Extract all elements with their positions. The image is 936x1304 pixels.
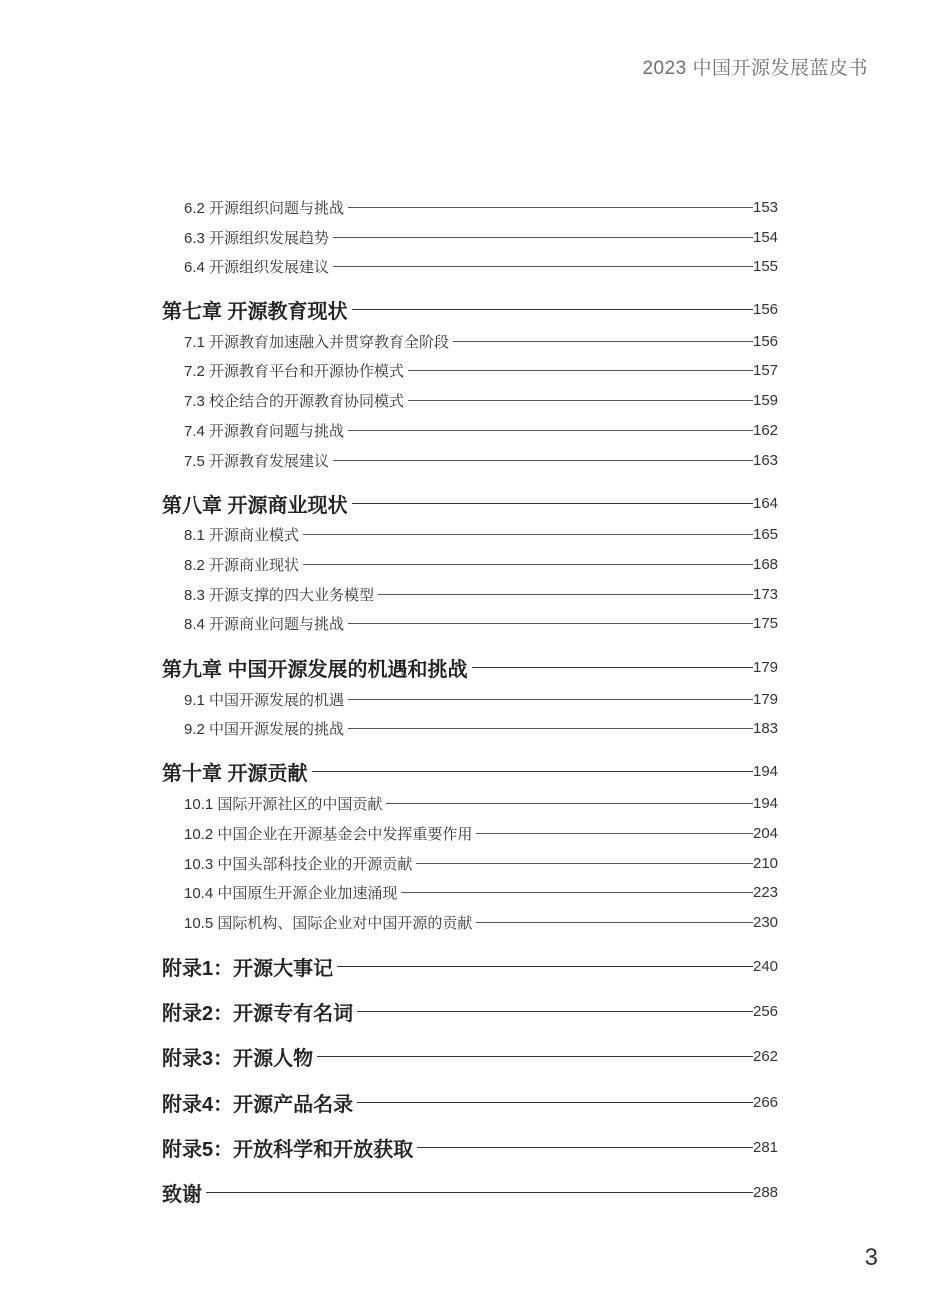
toc-entry-title: 9.2 中国开源发展的挑战	[184, 720, 345, 738]
toc-entry-title: 6.4 开源组织发展建议	[184, 258, 330, 276]
toc-section-entry[interactable]	[0, 716, 936, 740]
toc-entry-page: 256	[753, 1002, 779, 1020]
leader-line	[333, 460, 753, 461]
toc-entry-page: 153	[753, 198, 779, 216]
toc-entry-title: 致谢	[162, 1183, 202, 1206]
toc-section-entry[interactable]	[0, 522, 936, 546]
toc-entry-title: 6.3 开源组织发展趋势	[184, 229, 330, 247]
toc-chapter-entry[interactable]	[0, 1044, 936, 1068]
toc-entry-title: 9.1 中国开源发展的机遇	[184, 691, 345, 709]
leader-line	[352, 503, 753, 504]
toc-entry-page: 230	[753, 913, 779, 931]
toc-entry-page: 155	[753, 257, 779, 275]
toc-entry-page: 173	[753, 585, 779, 603]
toc-entry-title: 8.2 开源商业现状	[184, 556, 300, 574]
toc-entry-title: 第七章 开源教育现状	[162, 300, 348, 323]
toc-entry-page: 262	[753, 1047, 779, 1065]
toc-entry-title: 附录3：开源人物	[162, 1047, 314, 1070]
toc-entry-page: 156	[753, 300, 779, 318]
toc-chapter-entry[interactable]	[0, 999, 936, 1023]
toc-entry-page: 165	[753, 525, 779, 543]
toc-entry-title: 7.5 开源教育发展建议	[184, 452, 330, 470]
leader-line	[348, 699, 753, 700]
toc-chapter-entry[interactable]	[0, 759, 936, 783]
leader-line	[357, 1011, 753, 1012]
toc-entry-title: 7.2 开源教育平台和开源协作模式	[184, 362, 405, 380]
toc-entry-page: 163	[753, 451, 779, 469]
leader-line	[337, 966, 753, 967]
leader-line	[408, 400, 753, 401]
leader-line	[317, 1056, 753, 1057]
toc-section-entry[interactable]	[0, 388, 936, 412]
toc-chapter-entry[interactable]	[0, 1135, 936, 1159]
toc-section-entry[interactable]	[0, 418, 936, 442]
toc-entry-page: 223	[753, 883, 779, 901]
toc-section-entry[interactable]	[0, 358, 936, 382]
leader-line	[303, 564, 753, 565]
toc-section-entry[interactable]	[0, 582, 936, 606]
toc-section-entry[interactable]	[0, 910, 936, 934]
toc-chapter-entry[interactable]	[0, 297, 936, 321]
toc-entry-page: 288	[753, 1183, 779, 1201]
leader-line	[348, 207, 753, 208]
leader-line	[386, 803, 753, 804]
toc-entry-page: 183	[753, 719, 779, 737]
leader-line	[312, 771, 753, 772]
toc-entry-page: 168	[753, 555, 779, 573]
toc-entry-page: 154	[753, 228, 779, 246]
toc-entry-title: 10.1 国际开源社区的中国贡献	[184, 795, 383, 813]
leader-line	[408, 370, 753, 371]
toc-chapter-entry[interactable]	[0, 491, 936, 515]
toc-entry-title: 7.4 开源教育问题与挑战	[184, 422, 345, 440]
toc-section-entry[interactable]	[0, 821, 936, 845]
toc-entry-title: 第八章 开源商业现状	[162, 494, 348, 517]
toc-entry-page: 156	[753, 332, 779, 350]
toc-section-entry[interactable]	[0, 195, 936, 219]
toc-entry-title: 附录5：开放科学和开放获取	[162, 1138, 414, 1161]
toc-entry-title: 10.3 中国头部科技企业的开源贡献	[184, 855, 413, 873]
toc-entry-title: 第十章 开源贡献	[162, 762, 308, 785]
leader-line	[401, 892, 753, 893]
running-header: 2023 中国开源发展蓝皮书	[642, 58, 868, 79]
toc-section-entry[interactable]	[0, 254, 936, 278]
toc-chapter-entry[interactable]	[0, 655, 936, 679]
leader-line	[206, 1192, 753, 1193]
leader-line	[417, 1147, 753, 1148]
toc-entry-page: 164	[753, 494, 779, 512]
toc-section-entry[interactable]	[0, 552, 936, 576]
toc-section-entry[interactable]	[0, 851, 936, 875]
leader-line	[333, 266, 753, 267]
toc-entry-page: 179	[753, 658, 779, 676]
toc-section-entry[interactable]	[0, 225, 936, 249]
toc-entry-title: 8.3 开源支撑的四大业务模型	[184, 586, 375, 604]
toc-section-entry[interactable]	[0, 448, 936, 472]
toc-entry-title: 附录4：开源产品名录	[162, 1093, 354, 1116]
leader-line	[348, 430, 753, 431]
toc-entry-page: 266	[753, 1093, 779, 1111]
toc-section-entry[interactable]	[0, 329, 936, 353]
leader-line	[352, 309, 753, 310]
toc-entry-page: 194	[753, 762, 779, 780]
toc-entry-page: 175	[753, 614, 779, 632]
leader-line	[416, 863, 753, 864]
leader-line	[453, 341, 753, 342]
toc-entry-page: 210	[753, 854, 779, 872]
leader-line	[476, 922, 753, 923]
toc-section-entry[interactable]	[0, 880, 936, 904]
leader-line	[333, 237, 753, 238]
leader-line	[472, 667, 753, 668]
toc-entry-page: 162	[753, 421, 779, 439]
leader-line	[476, 833, 753, 834]
toc-entry-title: 第九章 中国开源发展的机遇和挑战	[162, 658, 468, 681]
toc-section-entry[interactable]	[0, 687, 936, 711]
toc-entry-title: 7.3 校企结合的开源教育协同模式	[184, 392, 405, 410]
toc-entry-title: 附录1：开源大事记	[162, 957, 334, 980]
toc-entry-page: 194	[753, 794, 779, 812]
toc-entry-page: 179	[753, 690, 779, 708]
leader-line	[378, 594, 753, 595]
toc-entry-title: 6.2 开源组织问题与挑战	[184, 199, 345, 217]
toc-entry-title: 10.2 中国企业在开源基金会中发挥重要作用	[184, 825, 473, 843]
toc-section-entry[interactable]	[0, 791, 936, 815]
leader-line	[348, 728, 753, 729]
toc-section-entry[interactable]	[0, 611, 936, 635]
toc-chapter-entry[interactable]	[0, 954, 936, 978]
toc-entry-title: 8.4 开源商业问题与挑战	[184, 615, 345, 633]
leader-line	[348, 623, 753, 624]
toc-entry-title: 7.1 开源教育加速融入并贯穿教育全阶段	[184, 333, 450, 351]
toc-chapter-entry[interactable]	[0, 1180, 936, 1204]
toc-entry-title: 8.1 开源商业模式	[184, 526, 300, 544]
toc-entry-page: 204	[753, 824, 779, 842]
toc-entry-page: 159	[753, 391, 779, 409]
toc-entry-title: 10.5 国际机构、国际企业对中国开源的贡献	[184, 914, 473, 932]
toc-chapter-entry[interactable]	[0, 1090, 936, 1114]
toc-entry-page: 157	[753, 361, 779, 379]
leader-line	[357, 1102, 753, 1103]
page-number: 3	[864, 1244, 878, 1271]
toc-entry-page: 240	[753, 957, 779, 975]
toc-entry-page: 281	[753, 1138, 779, 1156]
leader-line	[303, 534, 753, 535]
toc-entry-title: 10.4 中国原生开源企业加速涌现	[184, 884, 398, 902]
toc-entry-title: 附录2：开源专有名词	[162, 1002, 354, 1025]
